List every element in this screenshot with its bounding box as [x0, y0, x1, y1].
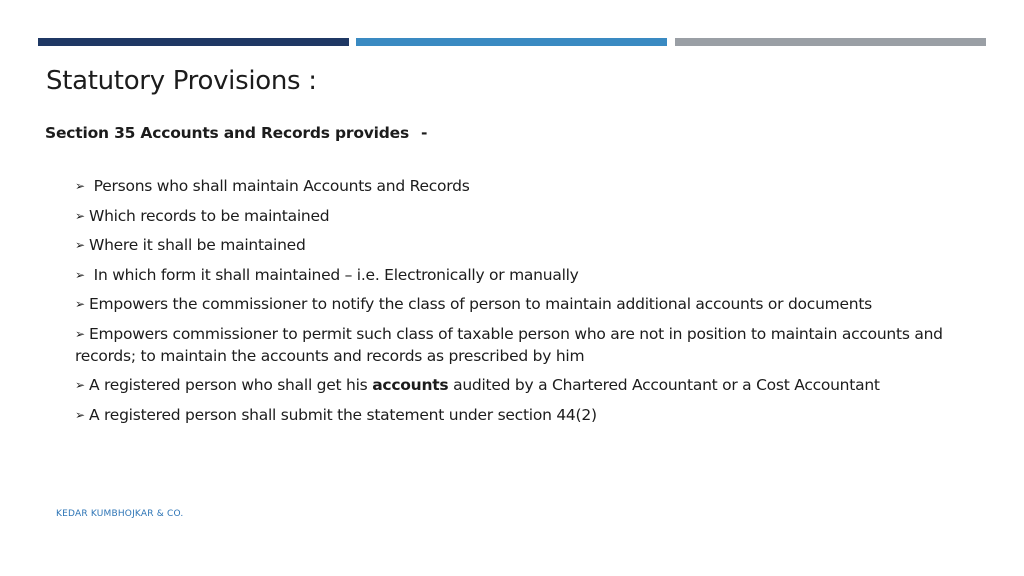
bullet-text: Which records to be maintained [89, 206, 330, 225]
bullet-text: In which form it shall maintained – i.e. Electronically or manually [89, 265, 579, 284]
arrowhead-bullet-icon: ➢ [75, 407, 85, 422]
bullet-item [75, 175, 990, 197]
section-heading-dash: - [421, 124, 428, 142]
arrowhead-bullet-icon: ➢ [75, 267, 85, 282]
section-heading [45, 124, 427, 142]
bullet-item [75, 234, 990, 256]
arrowhead-bullet-icon: ➢ [75, 208, 85, 223]
header-bar-dark-blue [38, 38, 349, 46]
bullet-text-continued: audited by a Chartered Accountant or a Cost Accountant [448, 376, 880, 394]
bullet-text: Empowers the commissioner to notify the class of person to maintain additional accounts or documents [89, 295, 872, 313]
slide-title: Statutory Provisions : [46, 66, 317, 96]
bullet-list [75, 175, 990, 433]
bullet-item [75, 323, 990, 367]
bullet-item [75, 293, 990, 315]
bullet-item [75, 205, 990, 227]
bullet-text: A registered person shall submit the statement under section 44(2) [89, 405, 597, 424]
bullet-text: Where it shall be maintained [89, 236, 306, 254]
bullet-item [75, 264, 990, 286]
arrowhead-bullet-icon: ➢ [75, 179, 85, 193]
arrowhead-bullet-icon: ➢ [75, 378, 85, 392]
header-bar-light-blue [356, 38, 667, 46]
arrowhead-bullet-icon: ➢ [75, 297, 85, 311]
section-heading-text: Section 35 Accounts and Records provides [45, 124, 410, 142]
header-bar-gray [675, 38, 986, 46]
bullet-item [75, 404, 990, 426]
arrowhead-bullet-icon: ➢ [75, 238, 85, 252]
bullet-bold-text: accounts [372, 376, 449, 394]
bullet-text: Empowers commissioner to permit such class of taxable person who are not in position to maintain accounts and records; to maintain the accounts and records as prescribed by him [75, 324, 943, 365]
arrowhead-bullet-icon: ➢ [75, 326, 85, 341]
bullet-text: A registered person who shall get his [89, 376, 373, 394]
bullet-item [75, 374, 990, 396]
bullet-text: Persons who shall maintain Accounts and Records [89, 177, 470, 195]
header-color-bars [38, 38, 986, 46]
footer-company-name: KEDAR KUMBHOJKAR & CO. [56, 509, 184, 519]
